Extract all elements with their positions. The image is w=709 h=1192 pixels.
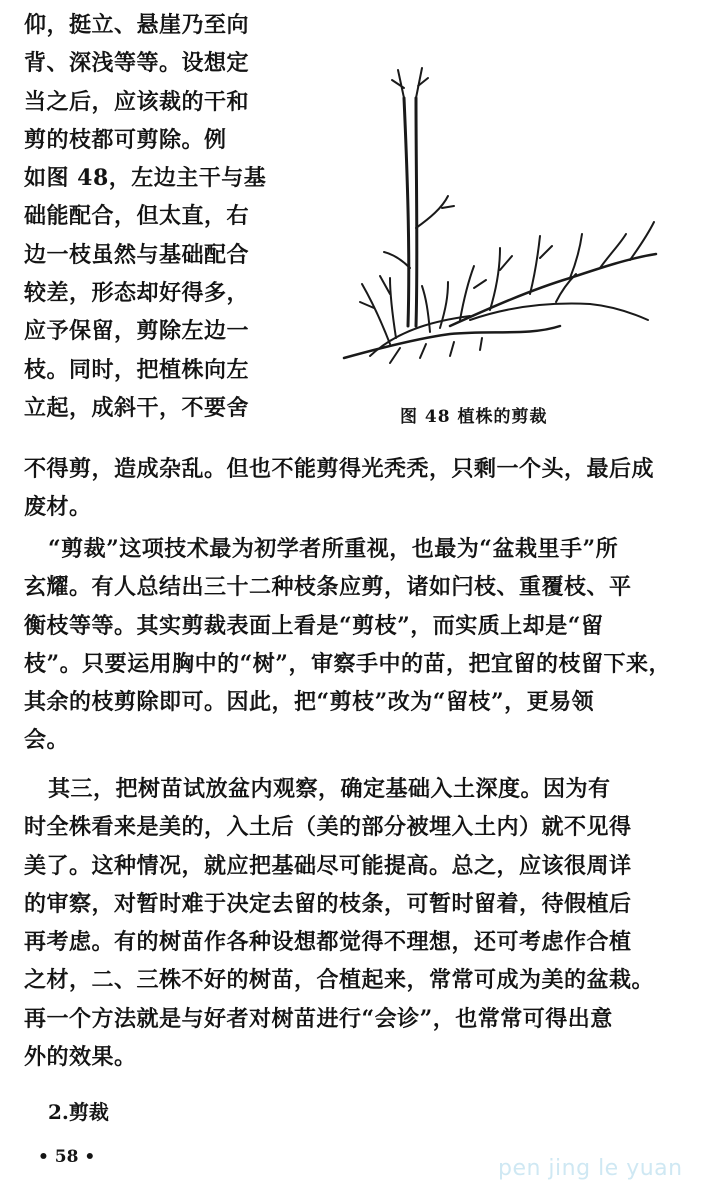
text-line: 废材。	[24, 494, 92, 521]
text-line: 仰，挺立、悬崖乃至向	[24, 12, 250, 38]
text-line: 边一枝虽然与基础配合	[24, 241, 250, 268]
text-line: 再一个方法就是与好者对树苗进行“会诊”，也常常可得出意	[24, 1005, 613, 1032]
text-line: 玄耀。有人总结出三十二种枝条应剪，诸如闩枝、重覆枝、平	[24, 574, 632, 601]
text-line: 背、深浅等等。设想定	[24, 50, 250, 77]
text-line: 的审察，对暂时难于决定去留的枝条，可暂时留着，待假植后	[24, 890, 632, 917]
text-line: 其余的枝剪除即可。因此，把“剪枝”改为“留枝”，更易领	[24, 689, 595, 716]
text-line: 其三，把树苗试放盆内观察，确定基础入土深度。因为有	[48, 776, 611, 802]
text-line: 应予保留，剪除左边一	[24, 318, 250, 345]
text-line: 再考虑。有的树苗作各种设想都觉得不理想，还可考虑作合植	[24, 929, 632, 956]
paragraph-2	[24, 530, 688, 760]
page-number: • 58 •	[38, 1147, 96, 1167]
text-line: 枝。同时，把植株向左	[24, 356, 250, 383]
text-line: 枝”。只要运用胸中的“树”，审察手中的苗，把宜留的枝留下来，	[24, 650, 671, 677]
text-line: 当之后，应该裁的干和	[24, 88, 250, 115]
text-line: 衡枝等等。其实剪裁表面上看是“剪枝”，而实质上却是“留	[24, 612, 604, 639]
text-line: 立起，成斜干，不要舍	[24, 394, 250, 421]
watermark-text: pen jing le yuan	[498, 1156, 683, 1181]
left-text-column	[24, 6, 286, 427]
paragraph-3	[24, 770, 688, 1076]
text-line: “剪裁”这项技术最为初学者所重视，也最为“盆栽里手”所	[48, 536, 619, 562]
text-line: 础能配合，但太直，右	[24, 203, 250, 230]
plant-pruning-illustration	[330, 58, 670, 378]
text-line: 之材，二、三株不好的树苗，合植起来，常常可成为美的盆栽。	[24, 967, 655, 994]
text-line: 不得剪，造成杂乱。但也不能剪得光秃秃，只剩一个头，最后成	[24, 456, 655, 482]
text-line: 如图 48，左边主干与基	[24, 165, 267, 192]
paragraph-1	[24, 450, 688, 527]
text-line: 美了。这种情况，就应把基础尽可能提高。总之，应该很周详	[24, 852, 632, 879]
text-line: 外的效果。	[24, 1044, 137, 1071]
text-line: 较差，形态却好得多，	[24, 280, 250, 307]
text-line: 剪的枝都可剪除。例	[24, 126, 227, 153]
text-line: 时全株看来是美的，入土后（美的部分被埋入土内）就不见得	[24, 814, 632, 841]
section-heading: 2.剪裁	[48, 1100, 109, 1124]
figure-caption: 图 48 植株的剪裁	[400, 407, 548, 427]
text-line: 会。	[24, 727, 70, 754]
